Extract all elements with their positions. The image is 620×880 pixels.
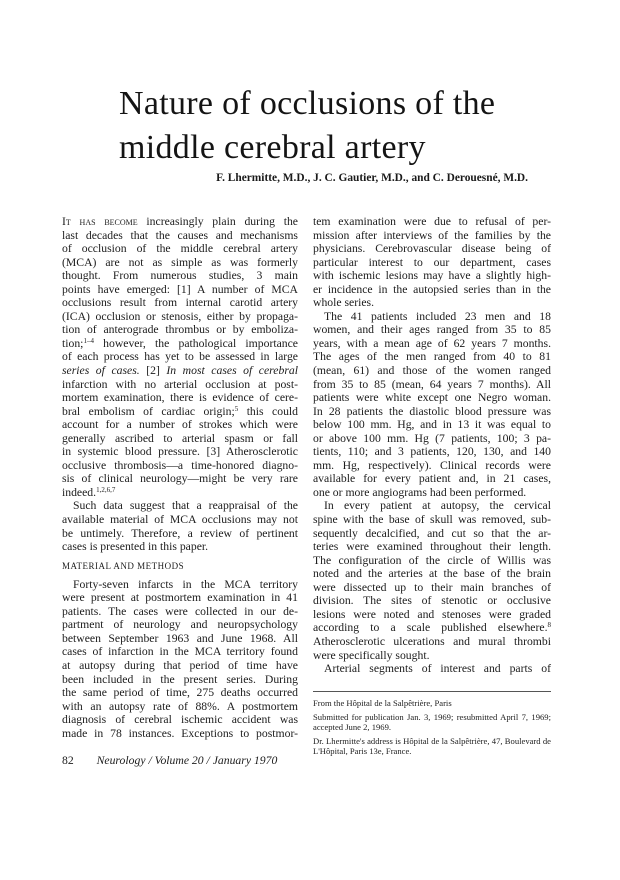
page-number: 82 [62, 754, 74, 767]
text-fragment: this could [238, 404, 298, 418]
text-line: Arterial segments of interest and parts of [324, 662, 551, 676]
text-line: mission after interviews of the families by the [313, 228, 551, 242]
text-line [62, 405, 298, 419]
text-line: noted and the arteries at the base of the brain [313, 567, 551, 581]
text-line: partment of neurology and neuropsychology [62, 618, 298, 632]
text-line: patients. The cases were collected in our de- [62, 604, 298, 618]
text-fragment: indeed. [62, 485, 97, 499]
text-line: account for a number of strokes which were [62, 418, 298, 432]
text-line: were specifically sought. [313, 648, 430, 662]
autopsy-method-paragraph [313, 499, 551, 662]
text-line: occlusive thrombosis—a time-honored diagno- [62, 458, 298, 472]
exceptions-paragraph [313, 215, 551, 310]
arterial-segments-paragraph [313, 662, 551, 676]
page-footer [62, 754, 277, 767]
reference-superscript: 8 [547, 621, 551, 630]
text-line: diagnosis of cerebral ischemic accident was [62, 713, 298, 727]
footnote-address: Dr. Lhermitte's address is Hôpital de la Salpêtrière, 47, Boulevard de L'Hôpital, Paris 13e, France. [313, 736, 551, 756]
text-line: with an autopsy rate of 88%. A postmortem [62, 699, 298, 713]
text-line: women, and their ages ranged from 35 to 85 [313, 323, 551, 337]
text-line: The ages of the men ranged from 40 to 81 [313, 350, 551, 364]
text-line: available for every patient and, in 21 cases, [313, 472, 551, 486]
text-line: last decades that the causes and mechanisms [62, 228, 298, 242]
text-line: made in 78 instances. Exceptions to postmor- [62, 726, 298, 740]
lead-in-small-caps: It has become [62, 215, 138, 228]
text-line: er incidence in the autopsied series than in the [313, 282, 551, 296]
reference-superscript: 1–4 [83, 336, 94, 345]
text-line: The 41 patients included 23 men and 18 [324, 309, 551, 323]
text-line: one or more angiograms had been performed. [313, 485, 527, 499]
text-line: below 100 mm. Hg, and in 13 it was equal to [313, 418, 551, 432]
text-line: points have emerged: [1] A number of MCA [62, 282, 298, 296]
text-line: of occlusion of the middle cerebral artery [62, 242, 298, 256]
left-column [62, 215, 298, 740]
text-line: were present at postmortem examination in 41 [62, 591, 298, 605]
article-title [119, 82, 495, 170]
reappraisal-paragraph [62, 499, 298, 553]
text-fragment: [2] [139, 364, 167, 378]
text-fragment: tion; [62, 336, 84, 350]
text-fragment: however, the pathological importance [93, 336, 298, 350]
title-line-1: Nature of occlusions of the [119, 85, 496, 122]
text-line: sis of clinical neurology—might be very rare [62, 472, 298, 486]
methods-paragraph [62, 578, 298, 741]
journal-citation: Neurology / Volume 20 / January 1970 [96, 754, 278, 767]
footnote-affiliation: From the Hôpital de la Salpêtrière, Paris [313, 698, 452, 708]
reference-superscript: 1,2,6,7 [96, 485, 116, 494]
text-line: in systemic blood pressure. [3] Atherosclerotic [62, 445, 298, 459]
footnote-submission: Submitted for publication Jan. 3, 1969; resubmitted April 7, 1969; accepted June 2, 1969. [313, 712, 551, 732]
text-line: infarction with no arterial occlusion at post- [62, 377, 298, 391]
text-line: physicians. Cerebrovascular disease being of [313, 242, 551, 256]
text-line: cases is presented in this paper. [62, 540, 209, 554]
text-line: the same period of time, 275 deaths occurred [62, 686, 298, 700]
text-line: available material of MCA occlusions may not [62, 513, 298, 527]
text-line: (MCA) are not as simple as was formerly [62, 255, 298, 269]
text-line: mm. Hg, respectively). Clinical records were [313, 458, 551, 472]
text-line: or above 100 mm. Hg (7 patients, 100; 3 pa- [313, 431, 551, 445]
intro-paragraph [62, 215, 298, 499]
text-line: be untimely. Therefore, a review of pertinent [62, 526, 298, 540]
text-line: thought. From numerous studies, 3 main [62, 269, 298, 283]
footnote-divider [313, 691, 551, 692]
text-line: The configuration of the circle of Willis was [313, 553, 551, 567]
text-line [62, 337, 298, 351]
italic-fragment: series of cases. [62, 364, 140, 378]
author-list: F. Lhermitte, M.D., J. C. Gautier, M.D., and C. Derouesné, M.D. [216, 172, 528, 184]
text-line: spine with the base of skull was removed, sub- [313, 513, 551, 527]
reference-superscript: 5 [234, 404, 239, 413]
text-line: (ICA) occlusion or stenosis, either by propaga- [62, 309, 298, 323]
text-line: tion of anterograde thrombus or by emboliza- [62, 323, 298, 337]
text-line: whole series. [313, 296, 375, 310]
text-fragment: according to a scale published elsewhere. [313, 621, 548, 635]
text-line: teries were examined throughout their length. [313, 540, 551, 554]
text-line: were dissected up to their main branches of [313, 580, 551, 594]
text-line [62, 486, 298, 500]
text-line: particular interest to our department, cases [313, 255, 551, 269]
text-line: from 35 to 85 (mean, 64 years 7 months). All [313, 377, 551, 391]
text-line: In every patient at autopsy, the cervical [324, 499, 551, 513]
text-line: patients were white except one Negro woman. [313, 391, 551, 405]
patients-paragraph [313, 310, 551, 500]
text-line: tients, 110; and 3 patients, 120, 130, and 140 [313, 445, 551, 459]
text-line: been included in the present series. During [62, 672, 298, 686]
text-line [62, 364, 298, 378]
text-line: of each process has yet to be assessed in large [62, 350, 298, 364]
right-column [313, 215, 551, 676]
text-line: sequently decalcified, and cut so that the ar- [313, 526, 551, 540]
footnotes [313, 698, 551, 760]
text-line [62, 215, 298, 229]
text-line [313, 621, 551, 635]
text-line: division. The sites of stenotic or occlusive [313, 594, 551, 608]
text-line: at autopsy during that period of time have [62, 658, 298, 672]
text-line: Forty-seven infarcts in the MCA territory [73, 577, 298, 591]
text-line: mortem examination, there is evidence of cere- [62, 391, 298, 405]
title-line-2: middle cerebral artery [119, 129, 426, 166]
section-heading-methods: MATERIAL AND METHODS [62, 560, 185, 571]
text-fragment: bral embolism of cardiac origin; [62, 404, 235, 418]
text-line: occlusions result from internal carotid artery [62, 296, 298, 310]
text-line: cases of infarction in the MCA territory found [62, 645, 298, 659]
text-line: (mean, 61) and those of the women ranged [313, 364, 551, 378]
text-line: Such data suggest that a reappraisal of the [73, 499, 298, 513]
text-line: Atherosclerotic ulcerations and mural thrombi [313, 634, 551, 648]
text-line: tem examination were due to refusal of per- [313, 215, 551, 228]
text-line: with ischemic lesions may have a slightly high- [313, 269, 551, 283]
text-line: generally ascribed to arterial spasm or fall [62, 431, 298, 445]
text-fragment: increasingly plain during the [137, 215, 298, 228]
italic-fragment: In most cases of cerebral [166, 364, 298, 378]
text-line: In 28 patients the diastolic blood pressure was [313, 404, 551, 418]
text-line: lesions were noted and stenoses were graded [313, 607, 551, 621]
text-line: between September 1963 and June 1968. All [62, 631, 298, 645]
text-line: years, with a mean age of 62 years 7 months. [313, 336, 551, 350]
